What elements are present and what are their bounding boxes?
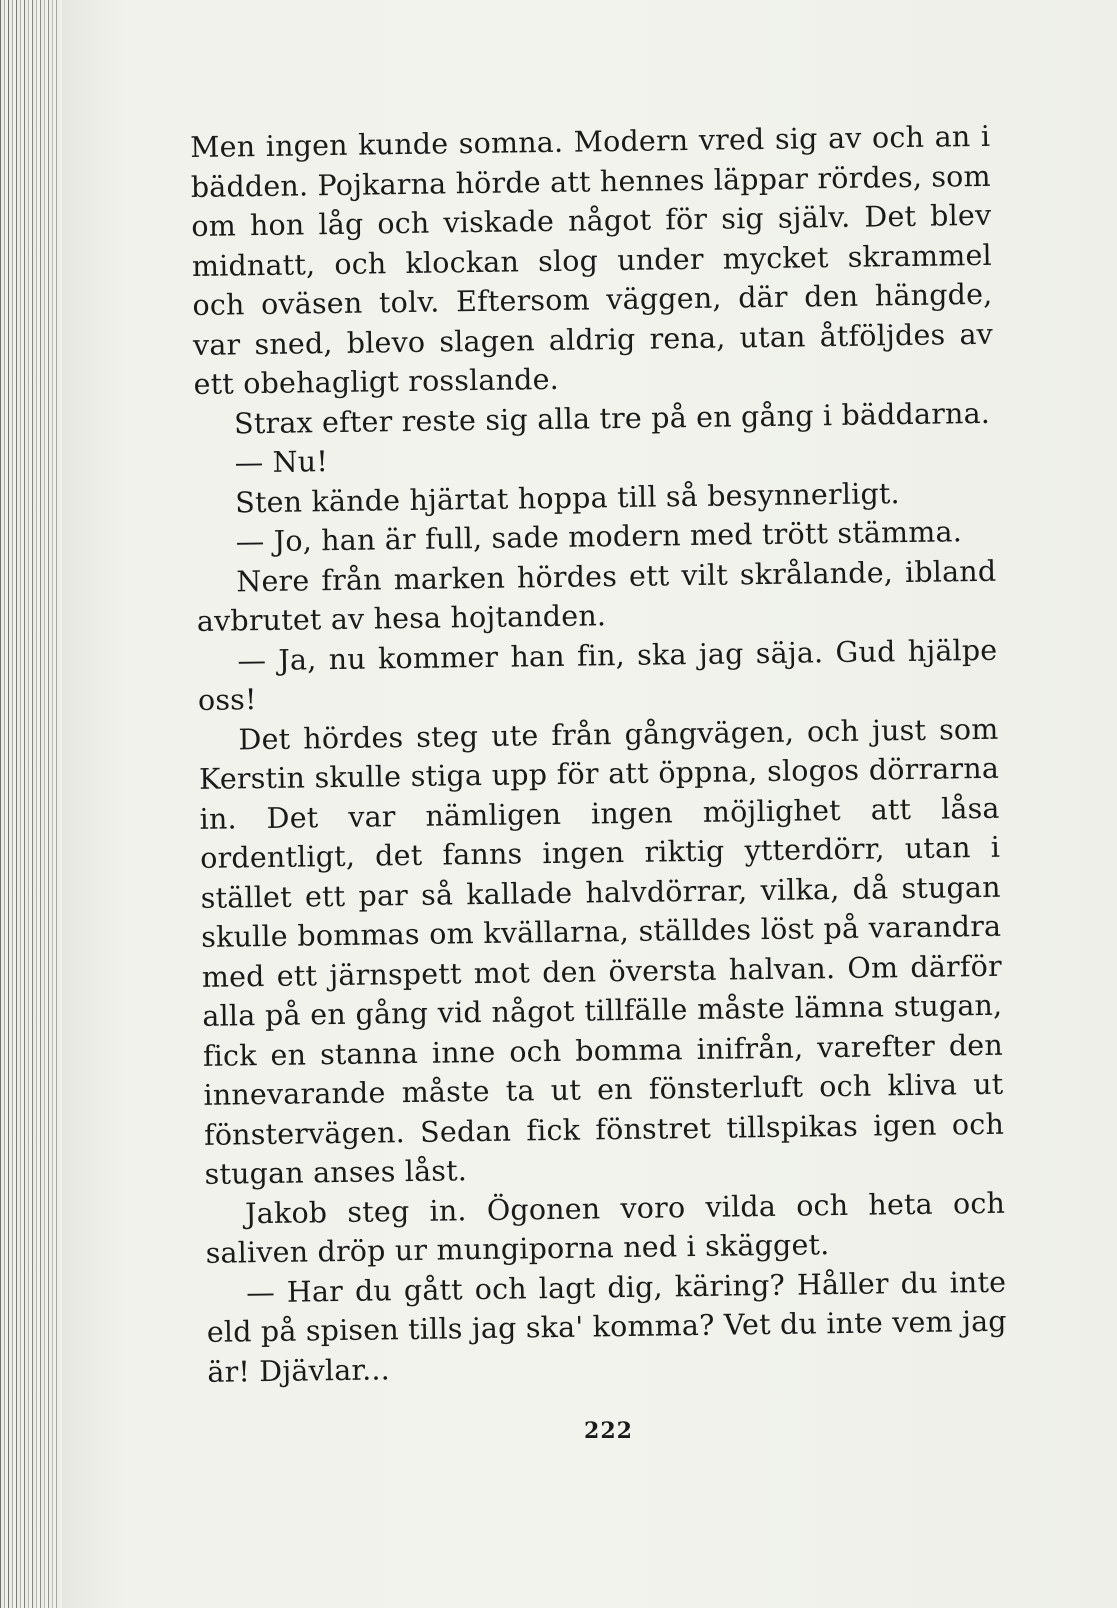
body-text — [190, 117, 1008, 1392]
paragraph: — Jo, han är full, sade modern med trött stämma. — [235, 515, 963, 559]
paragraph: — Nu! — [234, 445, 329, 480]
paragraph: Nere från marken hördes ett vilt skrålande, ibland avbrutet av hesa hojtanden. — [196, 554, 997, 638]
paragraph: Det hördes steg ute från gångvägen, och just som Kerstin skulle stiga upp för att öppna, slogos dörrarna in. Det var nämligen ingen möjlighet att låsa ordentligt, det fanns ingen riktig ytterdörr, utan i stället ett par så kallade halvdörrar, vilka, då stugan skulle bommas om kvällarna, ställdes löst på varandra med ett järnspett mot den översta halvan. Om därför alla på en gång vid något tillfälle måste lämna stugan, fick en stanna inne och bomma inifrån, varefter den innevarande måste ta ut en fönsterluft och kliva ut fönstervägen. Sedan fick fönstret tillspikas igen och stugan anses låst. — [198, 712, 1005, 1191]
paragraph: — Ja, nu kommer han fin, ska jag säja. Gud hjälpe oss! — [197, 633, 998, 717]
paragraph: Men ingen kunde somna. Modern vred sig av och an i bädden. Pojkarna hörde att hennes läppar rördes, som om hon låg och viskade något för sig själv. Det blev midnatt, och klockan slog under mycket skrammel och oväsen tolv. Eftersom väggen, där den hängde, var sned, blevo slagen aldrig rena, utan åtföljdes av ett obehagligt rosslande. — [190, 119, 994, 401]
paragraph: Jakob steg in. Ögonen voro vilda och heta och saliven dröp ur mungiporna ned i skägget. — [205, 1186, 1006, 1270]
paragraph: Strax efter reste sig alla tre på en gång i bäddarna. — [233, 396, 991, 440]
paragraph: Sten kände hjärtat hoppa till så besynnerligt. — [235, 476, 901, 519]
page-number: 222 — [584, 1418, 633, 1444]
paragraph: — Har du gått och lagt dig, käring? Håller du inte eld på spisen tills jag ska' komma? Vet du inte vem jag är! Djävlar... — [206, 1265, 1007, 1389]
